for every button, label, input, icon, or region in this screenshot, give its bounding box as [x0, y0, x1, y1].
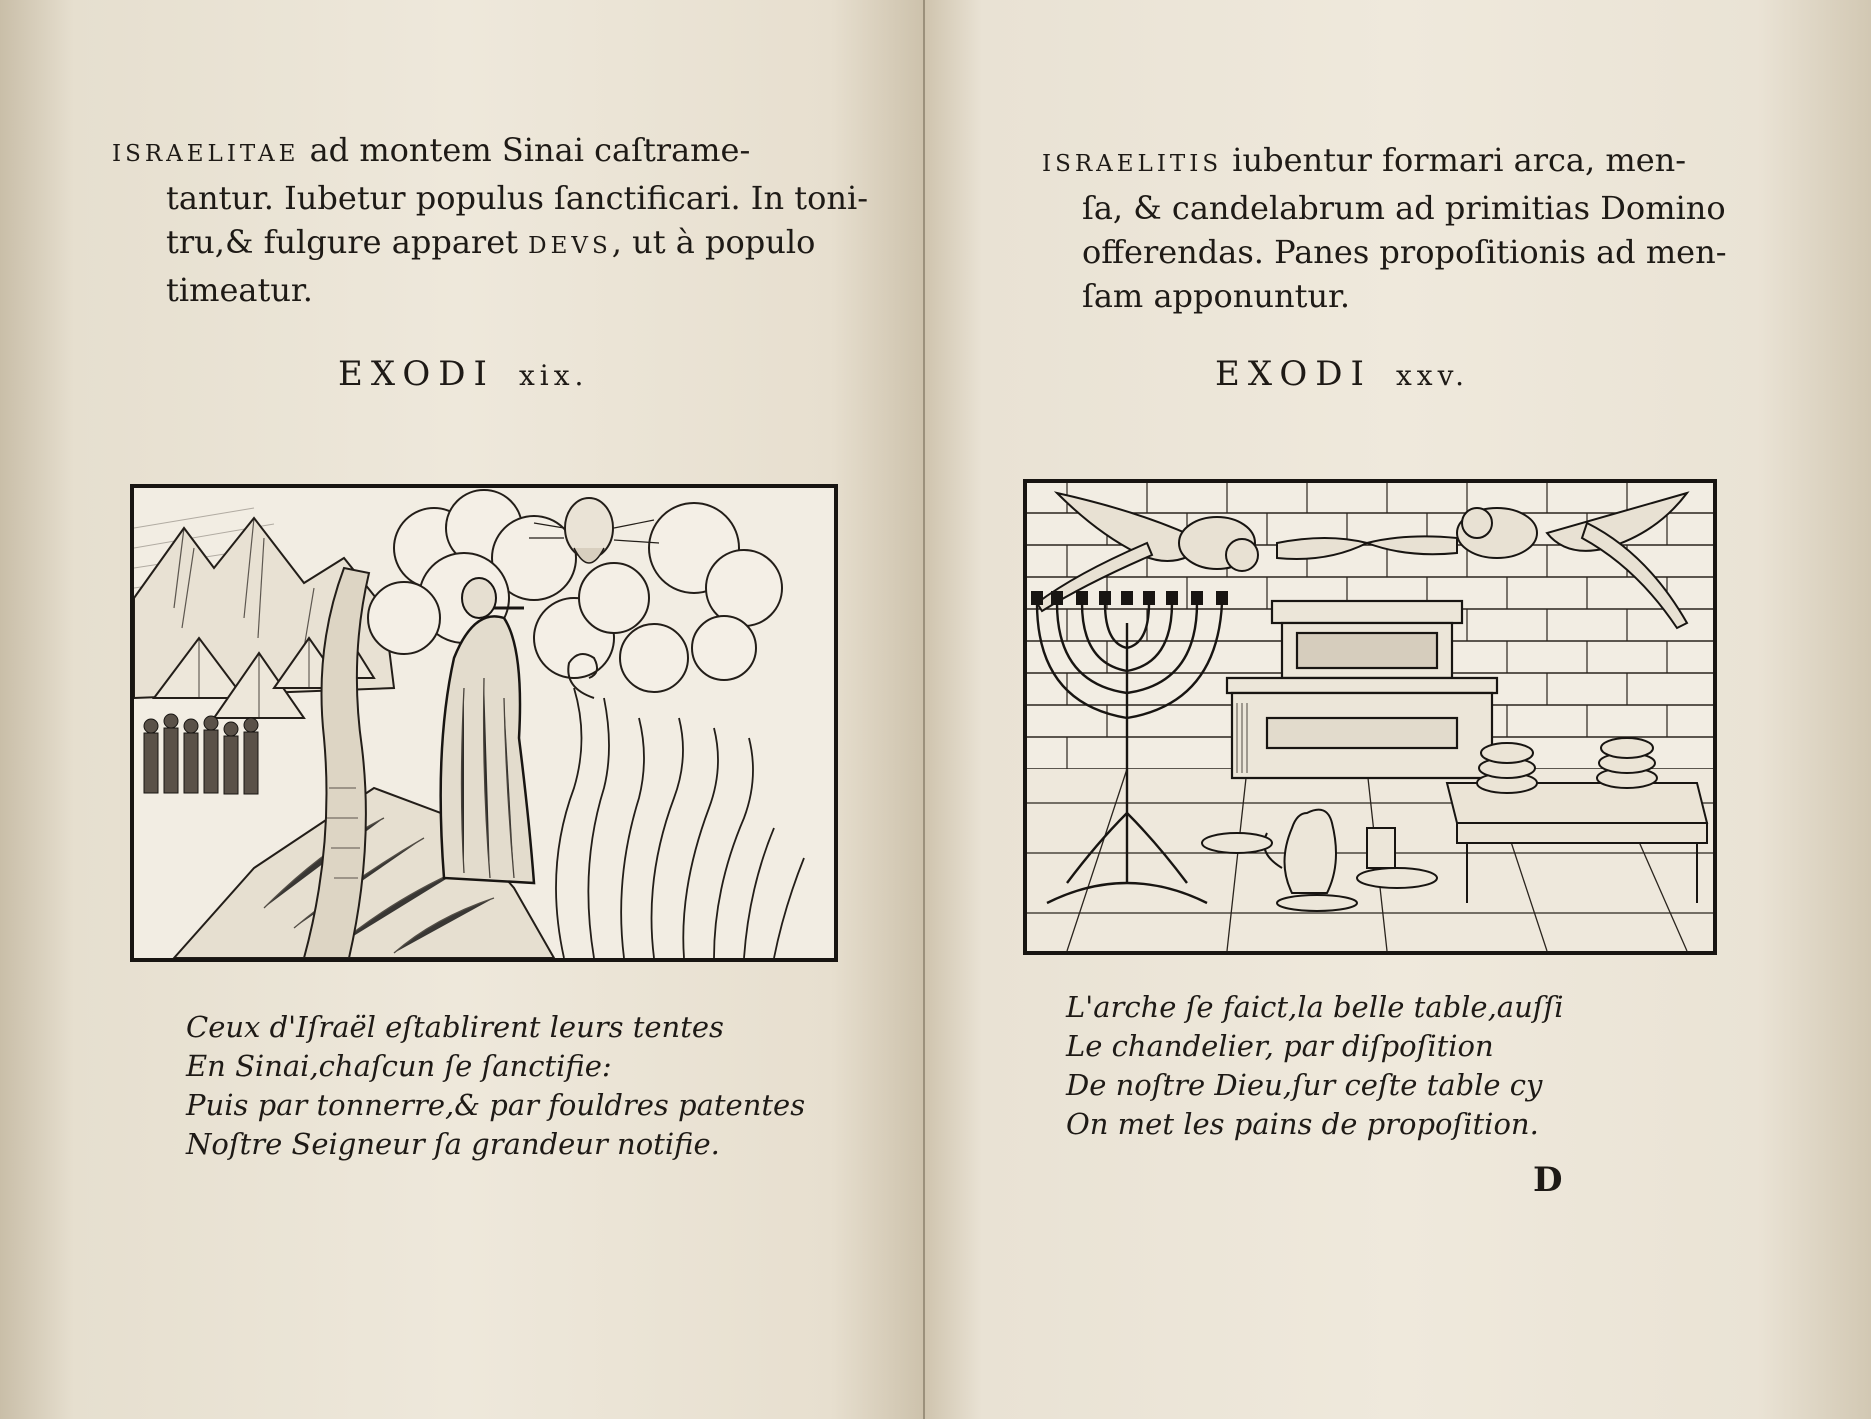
right-chapter-word: EXODI — [1215, 354, 1372, 394]
moses-sinai-woodcut — [134, 488, 834, 958]
left-heading-caps: ISRAELITAE — [112, 141, 300, 167]
left-heading-line-1 — [112, 128, 832, 176]
right-heading-line-1 — [1042, 138, 1762, 186]
right-verse-line-1: L'arche ſe faict,la belle table,auſſi — [1066, 990, 1564, 1024]
left-heading-deus: DEVS — [528, 233, 612, 259]
left-heading-line-3 — [112, 220, 832, 268]
right-woodcut-illustration — [1023, 479, 1717, 955]
left-verse — [186, 1008, 805, 1164]
left-heading-line-4-text: timeatur. — [166, 271, 313, 309]
right-verse-line-2: Le chandelier, par diſpoſition — [1066, 1029, 1494, 1063]
right-verse-line-4: On met les pains de propoſition. — [1066, 1107, 1539, 1141]
right-heading-line-4-text: ſam apponuntur. — [1082, 277, 1350, 315]
left-woodcut-illustration — [130, 484, 838, 962]
left-verse-line-2: En Sinai,chaſcun ſe ſanctifie: — [186, 1049, 612, 1083]
left-heading-line-3-text: tru,& fulgure apparet — [166, 223, 529, 261]
left-heading-line-4 — [112, 268, 832, 312]
left-verse-line-4: Noſtre Seigneur ſa grandeur notifie. — [186, 1127, 720, 1161]
right-heading-line-2 — [1042, 186, 1762, 230]
right-heading-line-1-text: iubentur formari arca, men- — [1222, 141, 1687, 179]
right-heading-line-3 — [1042, 230, 1762, 274]
right-page — [925, 0, 1871, 1419]
left-heading-line-2-text: tantur. Iubetur populus ſanctificari. In toni- — [166, 179, 868, 217]
right-verse-line-3: De noſtre Dieu,ſur ceſte table cy — [1066, 1068, 1543, 1102]
ark-table-woodcut — [1027, 483, 1713, 951]
left-verse-line-3: Puis par tonnerre,& par fouldres patentes — [186, 1088, 806, 1122]
left-heading-line-1-text: ad montem Sinai caſtrame- — [299, 131, 751, 169]
right-chapter-number: xxv. — [1396, 359, 1469, 392]
left-chapter-title — [338, 354, 588, 394]
right-heading-caps: ISRAELITIS — [1042, 151, 1223, 177]
right-heading — [1042, 138, 1762, 318]
left-page — [0, 0, 925, 1419]
left-heading-line-3-tail: , ut à populo — [611, 223, 816, 261]
right-heading-line-4 — [1042, 274, 1762, 318]
left-chapter-number: xix. — [519, 359, 589, 392]
right-verse — [1066, 988, 1564, 1144]
left-verse-line-1: Ceux d'Iſraël eſtablirent leurs tentes — [186, 1010, 724, 1044]
right-heading-line-2-text: ſa, & candelabrum ad primitias Domino — [1082, 189, 1726, 227]
left-heading — [112, 128, 868, 312]
signature-mark: D — [1533, 1160, 1563, 1200]
right-heading-line-3-text: offerendas. Panes propoſitionis ad men- — [1082, 233, 1727, 271]
right-chapter-title — [1215, 354, 1469, 394]
left-heading-line-2 — [112, 176, 868, 220]
left-chapter-word: EXODI — [338, 354, 495, 394]
